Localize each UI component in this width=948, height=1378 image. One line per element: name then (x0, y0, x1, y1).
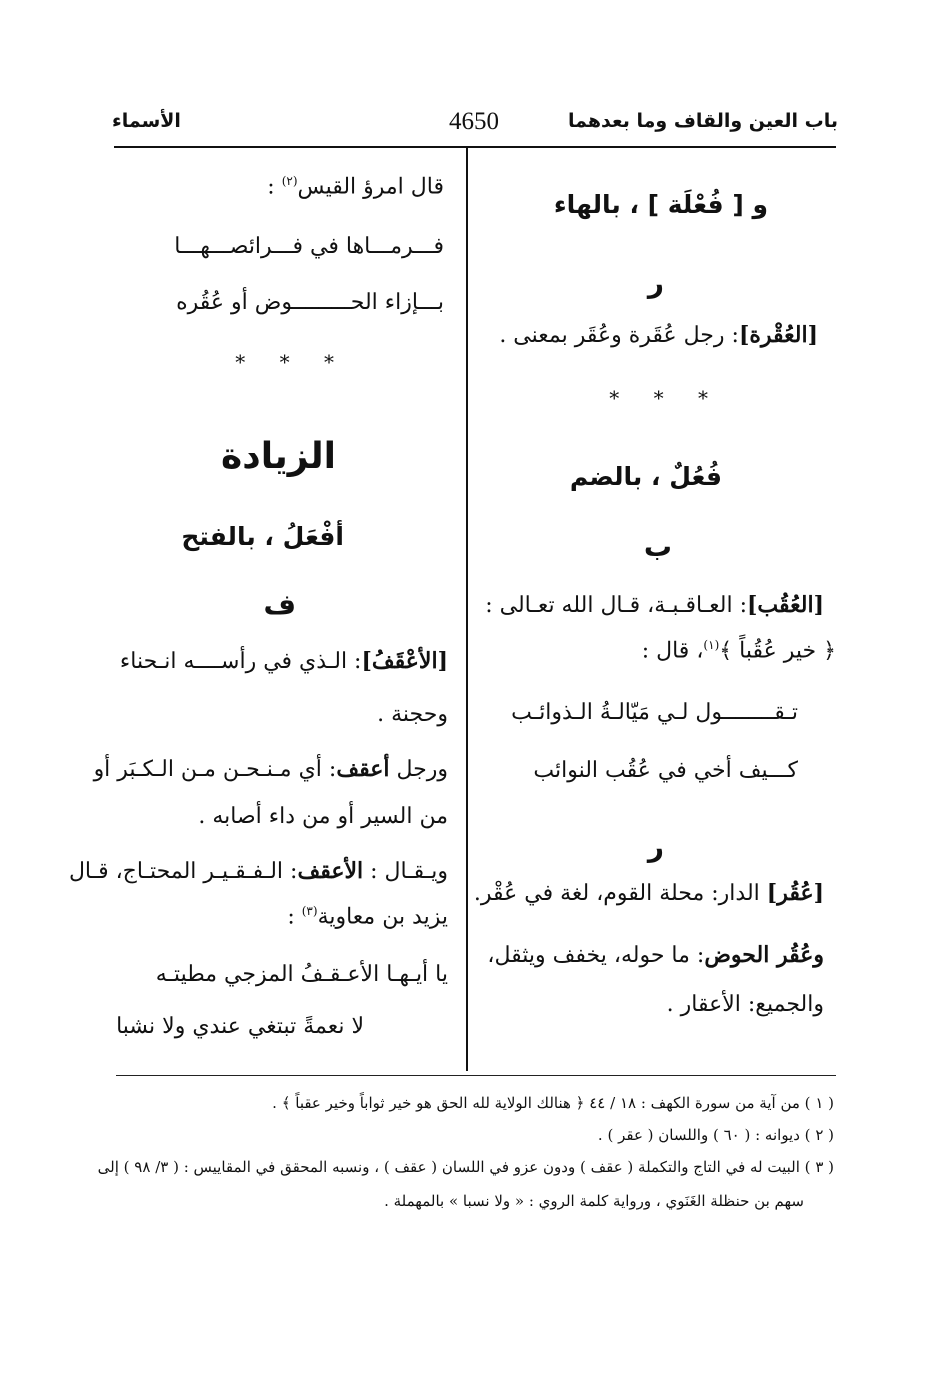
footnote-marker-2: (٢) (281, 174, 298, 188)
poet-name: يزيد بن معاوية (317, 904, 448, 930)
footnote-3: ( ٣ ) البيت له في التاج والتكملة ( عقف ) ودون عزو في اللسان ( عقف ) ، ونسبه المحقق في المقاييس : ( ٣/ ٩٨ ) إلى (97, 1158, 834, 1176)
quran-phrase: ﴿ خير عُقُباً ﴾ (719, 638, 836, 664)
poet-attribution (267, 174, 444, 199)
verse-line: فـــرمـــاها في فـــرائصـــهـــا (174, 234, 444, 259)
entry-term: وعُقُر الحوض (704, 942, 824, 968)
poet-name: قال امرؤ القيس (297, 174, 444, 200)
heading-fuul-bildamm: فُعُلٌ ، بالضم (569, 462, 722, 491)
column-divider (466, 148, 468, 1071)
letter-ra-2: ر (647, 830, 664, 863)
poet-colon: : (267, 174, 282, 200)
footnote-marker-1: (١) (703, 638, 720, 652)
entry-term: [الأعْقَفُ] (361, 648, 448, 674)
section-separator-stars: * * * (235, 350, 348, 374)
poet-attribution (287, 904, 448, 929)
entry-continuation: وحجنة . (377, 702, 448, 727)
entry-lead: ويـقـال : (363, 859, 448, 884)
verse-line: بـــإزاء الحـــــــــوض أو عُقُره (176, 290, 444, 315)
entry-lead: ورجل (389, 757, 448, 782)
letter-ra-1: ر (647, 266, 664, 299)
entry-definition: : ما حوله، يخفف ويثقل، (487, 943, 705, 968)
entry-term: [العُقُب] (747, 592, 824, 618)
entry-plural: والجميع: الأعقار . (666, 992, 824, 1017)
entry-definition: الدار: محلة القوم، لغة في عُقْر. (473, 881, 767, 906)
entry-uqra (499, 322, 818, 348)
page-number: 4650 (449, 108, 499, 135)
entry-definition: : العـاقـبـة، قـال الله تعـالى : (485, 593, 748, 618)
entry-term: الأعقف (297, 858, 364, 884)
poet-colon: : (287, 904, 302, 930)
chapter-heading-ziyada: الزيادة (220, 436, 336, 477)
verse-line: يا أيـهـا الأعـقـفُ المزجي مطيتـه (155, 962, 448, 987)
footnote-2: ( ٢ ) ديوانه : ( ٦٠ ) واللسان ( عقر ) . (597, 1126, 834, 1144)
footnote-marker-3: (٣) (301, 904, 318, 918)
running-header-section: الأسماء (112, 110, 181, 132)
entry-definition: : أي مـنـحـن مـن الـكـبَر أو (93, 757, 337, 782)
quran-citation (642, 638, 836, 663)
entry-yuqal (69, 858, 448, 884)
entry-uqub (485, 592, 824, 618)
letter-ba: ب (643, 530, 672, 563)
entry-continuation: من السير أو من داء أصابه . (198, 804, 448, 829)
entry-definition: : الـفـقـيـر المحتـاج، قـال (68, 859, 298, 884)
header-rule (114, 146, 836, 148)
footnote-1: ( ١ ) من آية من سورة الكهف : ١٨ / ٤٤ ﴿ هنالك الولاية لله الحق هو خير ثواباً وخير عقباً ﴾ . (272, 1094, 834, 1112)
footnote-3-continuation: سهم بن حنظلة الغَنَوي ، ورواية كلمة الروي : « ولا نسبا » بالمهملة . (384, 1192, 804, 1210)
entry-aqaf (120, 648, 448, 674)
entry-uqur-hawd (487, 942, 824, 968)
footnote-rule (116, 1075, 836, 1076)
entry-definition: : رجل عُقَرة وعُقَر بمعنى . (499, 323, 739, 348)
entry-term: [عُقُر] (766, 880, 824, 906)
entry-definition: : الـذي في رأســــه انـحناء (119, 649, 362, 674)
heading-fula-bilha: و [ فُعْلَة ] ، بالهاء (553, 190, 768, 219)
verse-line: كـــيف أخي في عُقُب النوائب (533, 758, 798, 783)
entry-term: أعقف (336, 756, 390, 782)
entry-rajul-aqaf (94, 756, 448, 782)
heading-afal-bilfath: أفْعَلُ ، بالفتح (181, 522, 344, 551)
running-header-chapter: باب العين والقاف وما بعدهما (568, 110, 838, 132)
verse-line: تـقــــــــول لـي مَيّالـةُ الـذوائـب (511, 700, 798, 725)
verse-line: لا نعمةً تبتغي عندي ولا نشبا (116, 1014, 364, 1039)
entry-term: [العُقْرة] (738, 322, 818, 348)
section-separator-stars: * * * (609, 386, 722, 410)
entry-uqur (474, 880, 824, 906)
quran-after: ، قال : (641, 638, 704, 664)
letter-fa: ف (263, 588, 296, 621)
